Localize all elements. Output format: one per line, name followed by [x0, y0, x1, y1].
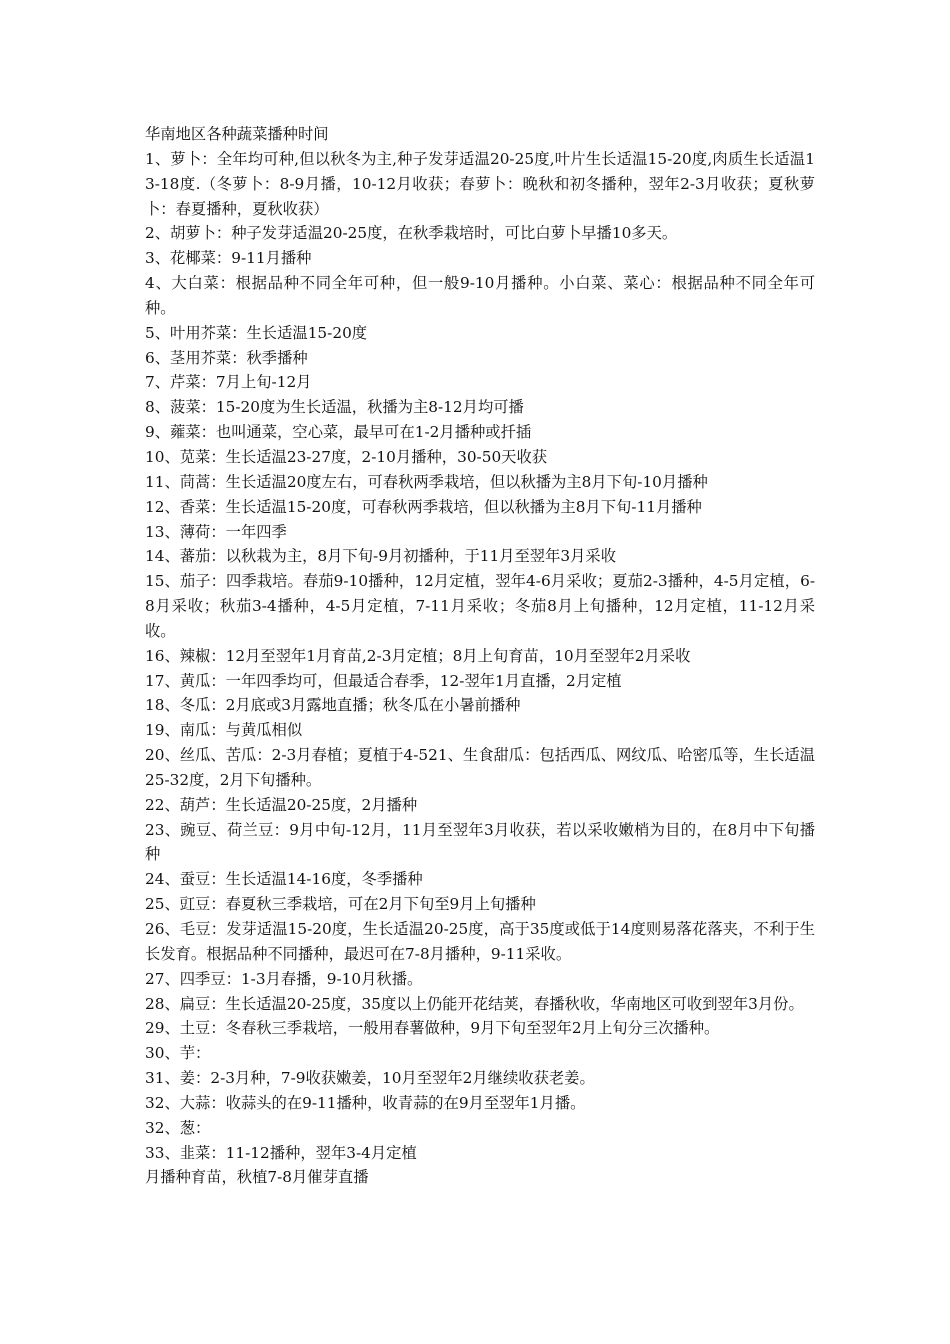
paragraph-luffa-bitter-melon: 20、丝瓜、苦瓜：2-3月春植；夏植于4-521、生食甜瓜：包括西瓜、网纹瓜、哈密瓜等，生长适温25-32度，2月下旬播种。 — [145, 746, 815, 789]
paragraph-garlic: 32、大蒜：收蒜头的在9-11播种，收青蒜的在9月至翌年1月播。 — [145, 1093, 586, 1112]
paragraph-eggplant: 15、茄子：四季栽培。春茄9-10播种，12月定植，翌年4-6月采收；夏茄2-3播种，4-5月定植，6-8月采收；秋茄3-4播种，4-5月定植，7-11月采收；冬茄8月上旬播种，12月定植，11-12月采收。 — [145, 572, 815, 640]
paragraph-amaranth: 10、苋菜：生长适温23-27度，2-10月播种，30-50天收获 — [145, 447, 548, 466]
paragraph-trailing-line: 月播种育苗，秋植7-8月催芽直播 — [145, 1168, 369, 1187]
paragraph-cauliflower: 3、花椰菜：9-11月播种 — [145, 249, 312, 268]
paragraph-pea: 23、豌豆、荷兰豆：9月中旬-12月，11月至翌年3月收获，若以采收嫩梢为目的，在8月中下旬播种 — [145, 820, 815, 864]
paragraph-taro: 30、芋： — [145, 1044, 211, 1063]
paragraph-scallion: 32、葱： — [145, 1118, 211, 1137]
paragraph-water-spinach: 9、蕹菜：也叫通菜，空心菜，最早可在1-2月播种或扦插 — [145, 423, 532, 442]
paragraph-chinese-cabbage: 4、大白菜：根据品种不同全年可种，但一般9-10月播种。小白菜、菜心：根据品种不同全年可种。 — [145, 274, 815, 317]
paragraph-winter-melon: 18、冬瓜：2月底或3月露地直播；秋冬瓜在小暑前播种 — [145, 696, 521, 715]
paragraph-radish: 1、萝卜：全年均可种,但以秋冬为主,种子发芽适温20-25度,叶片生长适温15-20度,肉质生长适温13-18度.（冬萝卜：8-9月播，10-12月收获；春萝卜：晚秋和初冬播种，翌年2-3月收获；夏秋萝卜：春夏播种，夏秋收获） — [145, 149, 815, 218]
paragraph-chili: 16、辣椒：12月至翌年1月育苗,2-3月定植；8月上旬育苗，10月至翌年2月采收 — [145, 646, 691, 665]
paragraph-cowpea: 25、豇豆：春夏秋三季栽培，可在2月下旬至9月上旬播种 — [145, 895, 536, 914]
document-body — [145, 122, 815, 1190]
paragraph-tomato: 14、蕃茄：以秋栽为主，8月下旬-9月初播种，于11月至翌年3月采收 — [145, 547, 617, 566]
paragraph-edamame: 26、毛豆：发芽适温15-20度，生长适温20-25度，高于35度或低于14度则易落花落夹，不利于生长发育。根据品种不同播种，最迟可在7-8月播种，9-11采收。 — [145, 920, 815, 963]
paragraph-gourd: 22、葫芦：生长适温20-25度，2月播种 — [145, 795, 418, 814]
document-title: 华南地区各种蔬菜播种时间 — [145, 125, 329, 143]
paragraph-hyacinth-bean: 28、扁豆：生长适温20-25度，35度以上仍能开花结荚，春播秋收，华南地区可收到翌年3月份。 — [145, 994, 804, 1013]
paragraph-cucumber: 17、黄瓜：一年四季均可，但最适合春季，12-翌年1月直播，2月定植 — [145, 671, 622, 690]
paragraph-potato: 29、土豆：冬春秋三季栽培，一般用春薯做种，9月下旬至翌年2月上旬分三次播种。 — [145, 1019, 720, 1038]
paragraph-celery: 7、芹菜：7月上旬-12月 — [145, 373, 312, 392]
paragraph-crown-daisy: 11、茼蒿：生长适温20度左右，可春秋两季栽培，但以秋播为主8月下旬-10月播种 — [145, 472, 708, 491]
paragraph-leaf-mustard: 5、叶用芥菜：生长适温15-20度 — [145, 323, 368, 342]
paragraph-green-bean: 27、四季豆：1-3月春播，9-10月秋播。 — [145, 969, 423, 988]
paragraph-broad-bean: 24、蚕豆：生长适温14-16度，冬季播种 — [145, 870, 423, 889]
paragraph-chives: 33、韭菜：11-12播种，翌年3-4月定植 — [145, 1143, 417, 1162]
paragraph-carrot: 2、胡萝卜：种子发芽适温20-25度，在秋季栽培时，可比白萝卜早播10多天。 — [145, 224, 678, 243]
paragraph-mint: 13、薄荷：一年四季 — [145, 522, 287, 541]
paragraph-stem-mustard: 6、茎用芥菜：秋季播种 — [145, 348, 308, 367]
paragraph-coriander: 12、香菜：生长适温15-20度，可春秋两季栽培，但以秋播为主8月下旬-11月播种 — [145, 497, 702, 516]
paragraph-pumpkin: 19、南瓜：与黄瓜相似 — [145, 721, 303, 740]
paragraph-ginger: 31、姜：2-3月种，7-9收获嫩姜，10月至翌年2月继续收获老姜。 — [145, 1069, 595, 1088]
paragraph-spinach: 8、菠菜：15-20度为生长适温，秋播为主8-12月均可播 — [145, 398, 524, 417]
